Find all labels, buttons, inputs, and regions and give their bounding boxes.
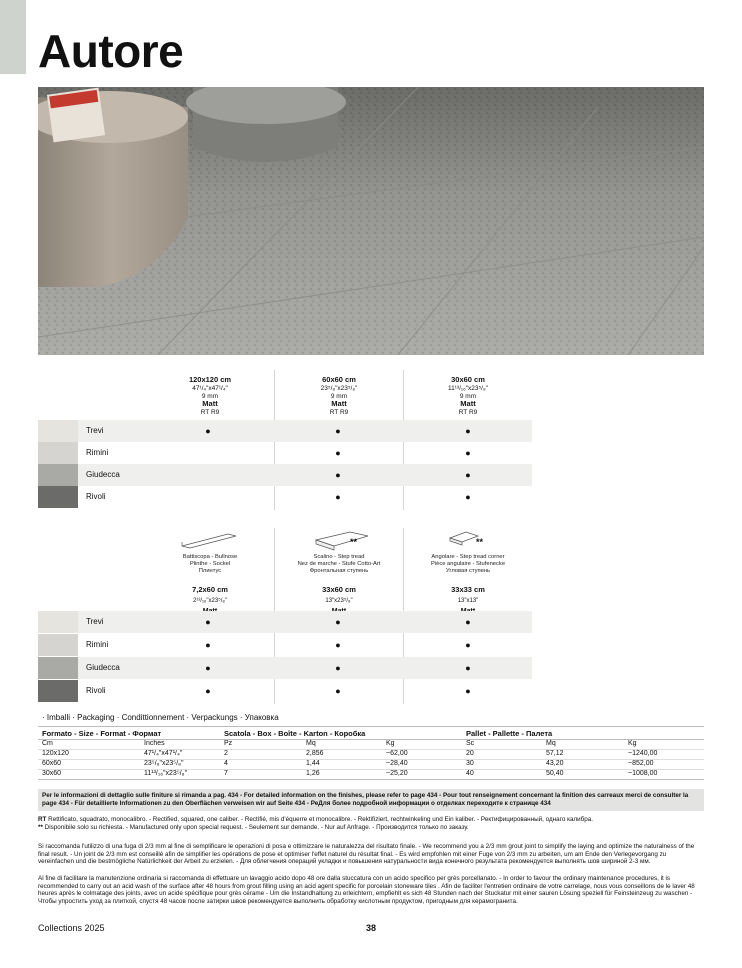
color-swatch — [38, 657, 78, 679]
availability-dot: ● — [465, 448, 471, 458]
availability-dot: ● — [335, 492, 341, 502]
col-header: Mq — [306, 740, 316, 747]
cell: 11¹³/₁₆"x23⁵/₈" — [144, 770, 188, 777]
piece-size-1: 7,2x60 cm 2¹³/₁₆"x23⁵/₈" — [192, 585, 228, 604]
table-row — [38, 420, 532, 442]
bullnose-drawing — [180, 530, 240, 550]
legend-rt: RT Rettificato, squadrato, monocalibro. - Rectified, squared, one caliber. - Rectifié, mis d'équerre et monocalibre. - Rektifiziert, rechtwinkeling und Ein kaliber. - Ректифицированный, однаго калибра. — [38, 816, 594, 823]
divider — [38, 779, 704, 780]
color-swatch — [38, 442, 78, 464]
table-row — [38, 464, 532, 486]
color-name: Trevi — [86, 617, 104, 626]
grout-paragraph: Si raccomanda l'utilizzo di una fuga di 2/3 mm al fine di semplificare le operazioni di posa e ottimizzare le naturalezza del risultato finale. - We recommend you a 2/3 mm grout joint to simplify the laying and optimize the naturalness of the final result. - Un joint de 2/3 mm est conseillé afin de simplifier les opérations de pose et optimiser l'effet naturel du résultat final. - Es wird empfohlen mit einer Fuge von 2/3 mm zu arbeiten, um am Ende den Verlegevorgang zu vereinfachen und die bestmögliche Natürlichkeit der Arbeit zu erzielen. - Для облегчения операций укладки и повышения натуральности вида конечного результата рекомендуется выполнять шов шириной 2-3 мм. — [38, 843, 695, 866]
color-name: Giudecca — [86, 470, 120, 479]
color-swatch — [38, 464, 78, 486]
maintenance-paragraph: Al fine di facilitare la manutenzione ordinaria si raccomanda di effettuare un lavaggio acido dopo 48 ore dalla stuccatura con un acido specifico per grès porcellanato. - In order to favour the ordinary maintenance procedures, it is recommended to carry out an acid wash of the surface after 48 hours from grout filling using an acid agent specific for porcelain stoneware tiles . Afin de faciliter l'entretien ordinaire de votre carrelage, nous vous conseillons de le laver 48 heures après le colmatage des joints, avec un acide spécifique pour grès cérame - Um die Instandhaltung zu erleichtern, empfiehlt es sich 48 Stunden nach der Stuckatur mit einer sauren Lösung speziell für Feinsteinzeug zu waschen - Чтобы упростить уход за плиткой, спустя 48 часов после затирки швов рекомендуется выполнить обработку кислотным продуктом, пригодным для керамогранита. — [38, 875, 695, 905]
cell: 20 — [466, 750, 474, 757]
piece-size-3: 33x33 cm 13"x13" — [451, 585, 485, 604]
availability-dot: ● — [465, 686, 471, 696]
divider — [38, 759, 704, 760]
corner-tab — [0, 0, 26, 74]
size-header-2: 60x60 cm 23⁵/₈"x23⁵/₈" 9 mm Matt RT R9 — [320, 375, 358, 417]
availability-dot: ● — [335, 617, 341, 627]
availability-dot: ● — [205, 686, 211, 696]
size-header-1: 120x120 cm 47¹/₄"x47¹/₄" 9 mm Matt RT R9 — [188, 375, 232, 417]
cell: 50,40 — [546, 770, 564, 777]
cell: 1,26 — [306, 770, 320, 777]
availability-dot: ● — [205, 663, 211, 673]
col-header: Kg — [386, 740, 395, 747]
col-header: Cm — [42, 740, 53, 747]
availability-dot: ● — [465, 640, 471, 650]
page-title: Autore — [38, 25, 184, 77]
color-swatch — [38, 680, 78, 702]
cell: ~852,00 — [628, 760, 654, 767]
availability-dot: ● — [465, 617, 471, 627]
cell: ~28,40 — [386, 760, 408, 767]
cell: 47¹/₄"x47¹/₄" — [144, 750, 183, 757]
cell: ~1240,00 — [628, 750, 658, 757]
legend-special: ** Disponibile solo su richiesta. - Manufactured only upon special request. - Seulement sur demande. - Nur auf Anfrage. - Производится только по заказу. — [38, 824, 469, 831]
table-row — [38, 611, 532, 633]
cell: 30 — [466, 760, 474, 767]
cell: 30x60 — [42, 770, 62, 777]
cell: 43,20 — [546, 760, 564, 767]
availability-dot: ● — [465, 426, 471, 436]
table-row — [38, 442, 532, 464]
col-header: Kg — [628, 740, 637, 747]
group-header: Formato - Size - Format - Формат — [42, 729, 162, 738]
packaging-title: · Imballi · Packaging · Condittionnement · Verpackungs · Упаковка — [42, 713, 279, 722]
size-header-3: 30x60 cm 11¹³/₁₆"x23⁵/₈" 9 mm Matt RT R9 — [448, 375, 488, 417]
availability-dot: ● — [465, 470, 471, 480]
color-name: Rimini — [86, 448, 109, 457]
availability-dot: ● — [335, 640, 341, 650]
finish-note: Per le informazioni di dettaglio sulle finiture si rimanda a pag. 434 - For detailed information on the finishes, please refer to page 434 - Pour tout renseignement concernant la finition des carreaux merci de consulter la page 434 - Für detaillierte Informationen zu den Oberflächen verweisen wir auf Seite 434 - РеДля более подробной информации о отделках переходите к странице 434 — [38, 789, 704, 811]
group-header: Scatola - Box - Boîte - Karton - Коробка — [224, 729, 366, 738]
piece-size-2: 33x60 cm 13"x23⁵/₈" — [322, 585, 356, 604]
color-name: Rimini — [86, 640, 109, 649]
cell: 60x60 — [42, 760, 62, 767]
cell: 4 — [224, 760, 228, 767]
group-header: Pallet - Pallette - Палета — [466, 729, 553, 738]
cell: ~25,20 — [386, 770, 408, 777]
color-swatch — [38, 420, 78, 442]
piece-desc-1: Battiscopa - Bullnose Plinthe - Sockel Плинтус — [182, 554, 238, 574]
divider — [38, 769, 704, 770]
cell: 1,44 — [306, 760, 320, 767]
special-mark: ** — [350, 537, 358, 547]
color-name: Trevi — [86, 426, 104, 435]
availability-dot: ● — [335, 663, 341, 673]
cell: 2,856 — [306, 750, 324, 757]
cell: 23⁵/₈"x23⁵/₈" — [144, 760, 184, 767]
color-swatch — [38, 486, 78, 508]
divider — [38, 726, 704, 727]
availability-dot: ● — [205, 640, 211, 650]
divider — [38, 739, 704, 740]
piece-desc-2: Scalino - Step tread Nez de marche - Stufe Cotto-Art Фронтальная ступень — [297, 554, 381, 574]
color-swatch — [38, 634, 78, 656]
piece-desc-3: Angolare - Step tread corner Pièce angulaire - Stufenecke Угловая ступень — [430, 554, 506, 574]
availability-dot: ● — [335, 470, 341, 480]
cell: ~1008,00 — [628, 770, 658, 777]
availability-dot: ● — [335, 448, 341, 458]
cell: ~62,00 — [386, 750, 408, 757]
cell: 7 — [224, 770, 228, 777]
availability-dot: ● — [465, 663, 471, 673]
col-header: Sc — [466, 740, 475, 747]
step-tread-drawing — [312, 530, 372, 552]
table-row — [38, 657, 532, 679]
cell: 57,12 — [546, 750, 564, 757]
cell: 40 — [466, 770, 474, 777]
color-swatch — [38, 611, 78, 633]
availability-dot: ● — [335, 426, 341, 436]
footer-collection: Collections 2025 — [38, 923, 105, 933]
col-header: Inches — [144, 740, 165, 747]
table-row — [38, 680, 532, 702]
color-name: Rivoli — [86, 686, 106, 695]
cell: 2 — [224, 750, 228, 757]
availability-dot: ● — [205, 426, 211, 436]
table-row — [38, 486, 532, 508]
special-mark: ** — [476, 537, 484, 547]
col-header: Mq — [546, 740, 556, 747]
availability-dot: ● — [205, 617, 211, 627]
cell: 120x120 — [42, 750, 69, 757]
availability-dot: ● — [335, 686, 341, 696]
table-row — [38, 634, 532, 656]
col-header: Pz — [224, 740, 233, 747]
availability-dot: ● — [465, 492, 471, 502]
color-name: Rivoli — [86, 492, 106, 501]
page-number: 38 — [366, 923, 377, 933]
product-photo — [38, 87, 704, 355]
color-name: Giudecca — [86, 663, 120, 672]
divider — [38, 749, 704, 750]
